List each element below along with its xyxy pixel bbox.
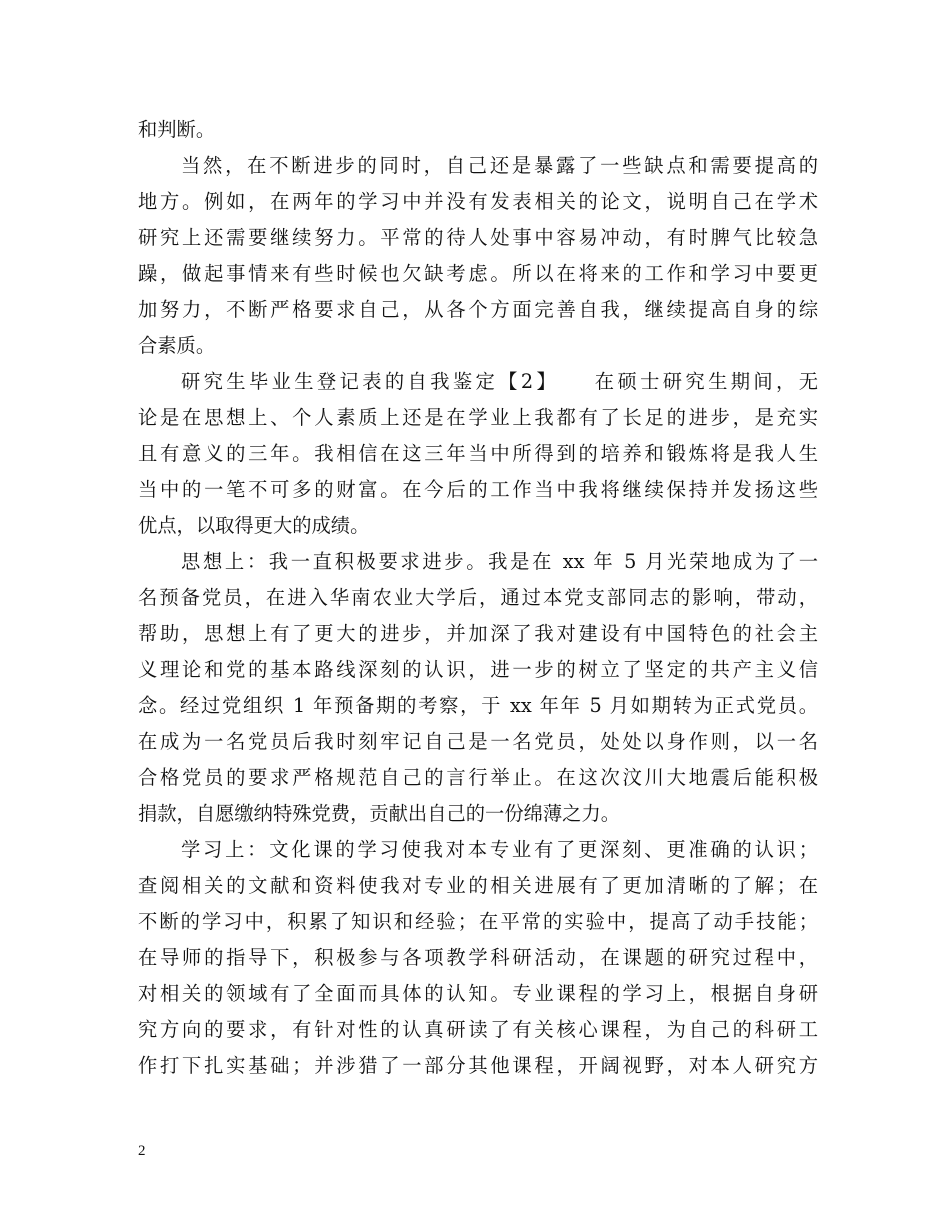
- text-line: 作打下扎实基础；并涉猎了一部分其他课程，开阔视野，对本人研究方: [138, 1054, 818, 1077]
- text-line: 合素质。: [138, 334, 216, 357]
- text-line: 且有意义的三年。我相信在这三年当中所得到的培养和锻炼将是我人生: [138, 442, 818, 465]
- text-line: 学习上：文化课的学习使我对本专业有了更深刻、更准确的认识；: [181, 838, 818, 861]
- text-line: 和判断。: [138, 118, 216, 141]
- text-line: 究方向的要求，有针对性的认真研读了有关核心课程，为自己的科研工: [138, 1018, 818, 1041]
- text-line: 合格党员的要求严格规范自己的言行举止。在这次汶川大地震后能积极: [138, 766, 818, 789]
- text-line: 不断的学习中，积累了知识和经验；在平常的实验中，提高了动手技能；: [138, 910, 818, 933]
- text-line: 躁，做起事情来有些时候也欠缺考虑。所以在将来的工作和学习中要更: [138, 262, 818, 285]
- text-line: 帮助，思想上有了更大的进步，并加深了我对建设有中国特色的社会主: [138, 622, 818, 645]
- text-line: 在成为一名党员后我时刻牢记自己是一名党员，处处以身作则，以一名: [138, 730, 818, 753]
- text-line: 念。经过党组织 1 年预备期的考察，于 xx 年年 5 月如期转为正式党员。: [138, 694, 818, 717]
- text-line: 名预备党员，在进入华南农业大学后，通过本党支部同志的影响，带动，: [138, 586, 818, 609]
- text-line: 思想上：我一直积极要求进步。我是在 xx 年 5 月光荣地成为了一: [181, 550, 818, 573]
- text-line: 捐款，自愿缴纳特殊党费，贡献出自己的一份绵薄之力。: [138, 802, 621, 825]
- text-line: 对相关的领域有了全面而具体的认知。专业课程的学习上，根据自身研: [138, 982, 818, 1005]
- text-line: 当然，在不断进步的同时，自己还是暴露了一些缺点和需要提高的: [181, 154, 818, 177]
- text-line: 优点，以取得更大的成绩。: [138, 514, 370, 537]
- text-line: 查阅相关的文献和资料使我对专业的相关进展有了更加清晰的了解；在: [138, 874, 818, 897]
- text-line: 论是在思想上、个人素质上还是在学业上我都有了长足的进步，是充实: [138, 406, 818, 429]
- text-line: 研究生毕业生登记表的自我鉴定【2】 在硕士研究生期间，无: [181, 370, 818, 393]
- text-line: 在导师的指导下，积极参与各项教学科研活动，在课题的研究过程中，: [138, 946, 818, 969]
- text-line: 当中的一笔不可多的财富。在今后的工作当中我将继续保持并发扬这些: [138, 478, 818, 501]
- page-number: 2: [138, 1143, 146, 1159]
- text-line: 研究上还需要继续努力。平常的待人处事中容易冲动，有时脾气比较急: [138, 226, 818, 249]
- text-line: 地方。例如，在两年的学习中并没有发表相关的论文，说明自己在学术: [138, 190, 818, 213]
- text-line: 义理论和党的基本路线深刻的认识，进一步的树立了坚定的共产主义信: [138, 658, 818, 681]
- text-line: 加努力，不断严格要求自己，从各个方面完善自我，继续提高自身的综: [138, 298, 818, 321]
